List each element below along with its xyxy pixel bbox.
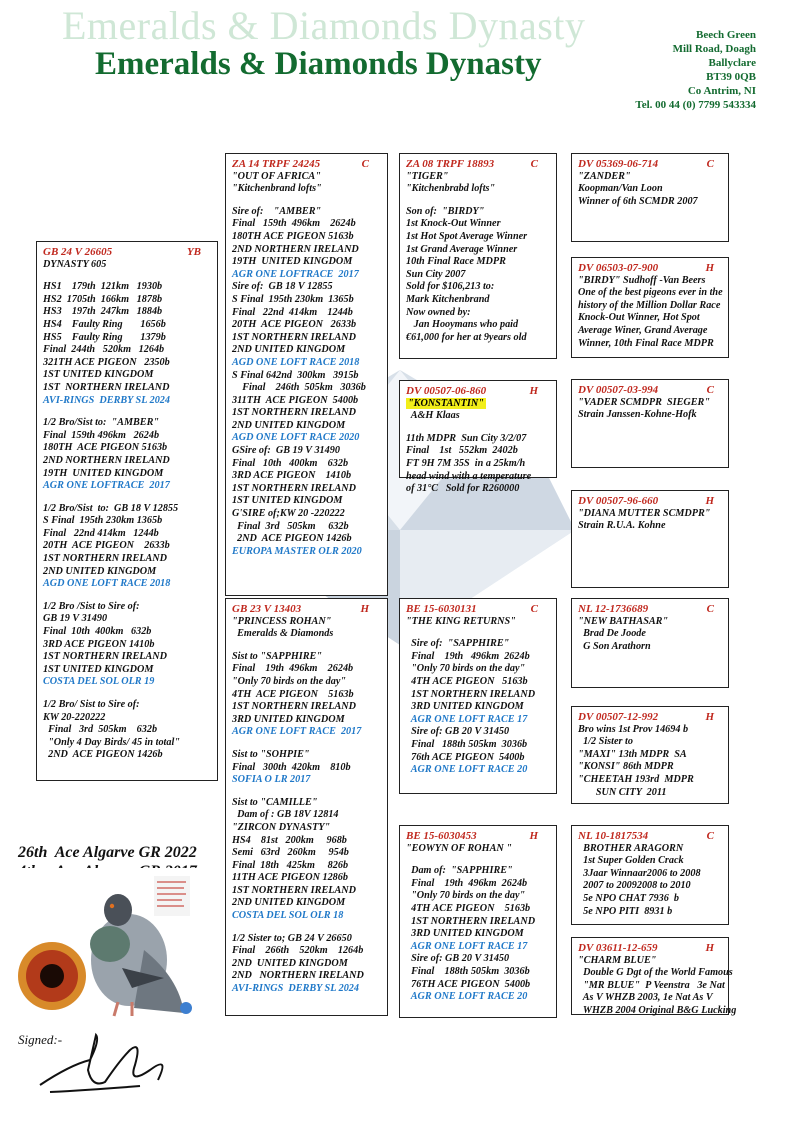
pedigree-text-line: 1st Knock-Out Winner bbox=[406, 218, 501, 230]
ring-number: GB 23 V 13403 bbox=[232, 603, 302, 615]
pedigree-text-line bbox=[232, 923, 381, 933]
pedigree-text-line: Final 22nd 414km 1244b bbox=[43, 527, 159, 539]
ring-number: GB 24 V 26605 bbox=[43, 246, 113, 258]
pedigree-text-line bbox=[43, 689, 211, 699]
pedigree-text-line: 1st Super Golden Crack bbox=[578, 855, 684, 867]
pedigree-text-line: 11TH ACE PIGEON 1286b bbox=[232, 872, 348, 884]
handwritten-signature bbox=[30, 1030, 180, 1100]
highlighted-name: "KONSTANTIN" bbox=[408, 397, 484, 409]
pedigree-text-line: 1ST NORTHERN IRELAND bbox=[232, 407, 356, 419]
pedigree-text-line: Winner, 10th Final Race MDPR bbox=[578, 337, 714, 349]
pedigree-text-line: AGR ONE LOFT RACE 17 bbox=[406, 713, 528, 725]
pedigree-text-line: Sist to "CAMILLE" bbox=[232, 796, 318, 808]
pedigree-text-line: 1ST NORTHERN IRELAND bbox=[232, 331, 356, 343]
sex-mark: H bbox=[529, 385, 538, 397]
pedigree-box-dam-dam-dam bbox=[571, 937, 737, 1016]
pedigree-text-line: S Final 642nd 300km 3915b bbox=[232, 369, 359, 381]
pedigree-text-line: "Only 70 birds on the day" bbox=[406, 890, 526, 902]
pedigree-text-line: 2ND ACE PIGEON 1426b bbox=[43, 749, 163, 761]
pedigree-text-line bbox=[43, 407, 211, 417]
pedigree-text-line: HS5 Faulty Ring 1379b bbox=[43, 331, 166, 343]
pedigree-text-line: Knock-Out Winner, Hot Spot bbox=[578, 312, 700, 324]
pedigree-text-line bbox=[406, 855, 550, 865]
sex-mark: YB bbox=[186, 246, 201, 258]
pedigree-text-line: AGD ONE LOFT RACE 2020 bbox=[232, 432, 360, 444]
pedigree-text-line: AGD ONE LOFT RACE 2018 bbox=[43, 578, 171, 590]
pedigree-text-line bbox=[232, 787, 381, 797]
pedigree-text-line: Now owned by: bbox=[406, 306, 471, 318]
pedigree-text-line: Final 3rd 505km 632b bbox=[232, 520, 349, 532]
pedigree-box-dam-sire-sire bbox=[571, 598, 729, 688]
pedigree-text-line: WHZB 2004 Original B&G Lucking bbox=[578, 1004, 737, 1016]
pedigree-text-line: Final 244th 520km 1264b bbox=[43, 344, 165, 356]
pedigree-text-line: G Son Arathorn bbox=[578, 640, 651, 652]
pedigree-text-line: 3RD UNITED KINGDOM bbox=[406, 928, 524, 940]
pedigree-text-line: Sire of: GB 20 V 31450 bbox=[406, 726, 510, 738]
pedigree-text-line: "PRINCESS ROHAN" bbox=[232, 615, 332, 627]
pedigree-text-line: HS2 1705th 166km 1878b bbox=[43, 293, 163, 305]
pedigree-text-line: 2007 to 20092008 to 2010 bbox=[578, 880, 691, 892]
pedigree-text-line: Final 19th 496km 2624b bbox=[232, 663, 354, 675]
pedigree-text-line: Final 19th 496km 2624b bbox=[406, 877, 528, 889]
pedigree-text-line: head wind with a temperature bbox=[406, 470, 532, 482]
pedigree-text-line: S Final 195th 230km 1365b bbox=[232, 293, 354, 305]
pedigree-text-line: 76TH ACE PIGEON 5400b bbox=[406, 978, 531, 990]
pedigree-text-line: 1ST NORTHERN IRELAND bbox=[406, 915, 536, 927]
pedigree-box-dam bbox=[225, 598, 388, 1016]
pedigree-text-line: 1/2 Sister to; GB 24 V 26650 bbox=[232, 932, 352, 944]
pedigree-text-line: Mark Kitchenbrand bbox=[406, 293, 490, 305]
address-line: Ballyclare bbox=[708, 57, 756, 69]
pedigree-text-line bbox=[406, 628, 550, 638]
pigeon-photo bbox=[14, 868, 199, 1018]
signed-label: Signed:- bbox=[18, 1032, 63, 1047]
pedigree-text-line: 1ST NORTHERN IRELAND bbox=[43, 651, 167, 663]
pedigree-text-line: AGR ONE LOFT RACE 2017 bbox=[232, 726, 362, 738]
address-line: BT39 0QB bbox=[706, 71, 756, 83]
pedigree-text-line bbox=[232, 739, 381, 749]
pedigree-text-line: history of the Million Dollar Race bbox=[578, 299, 721, 311]
pedigree-text-line: €61,000 for her at 9years old bbox=[406, 331, 527, 343]
sex-mark: H bbox=[705, 711, 714, 723]
pedigree-text-line: Emeralds & Diamonds bbox=[232, 628, 334, 640]
pedigree-box-sire-sire-dam bbox=[571, 257, 729, 358]
ring-number: DV 00507-06-860 bbox=[406, 385, 487, 397]
pedigree-text-line: EUROPA MASTER OLR 2020 bbox=[232, 545, 362, 557]
pedigree-text-line: of 31°C Sold for R260000 bbox=[406, 483, 520, 495]
pedigree-text-line: 20TH ACE PIGEON 2633b bbox=[43, 540, 170, 552]
sex-mark: H bbox=[529, 830, 538, 842]
pedigree-text-line: Koopman/Van Loon bbox=[578, 183, 663, 195]
sex-mark: H bbox=[705, 262, 714, 274]
sex-mark: C bbox=[361, 158, 369, 170]
pedigree-text-line: 1/2 Sister to bbox=[578, 736, 633, 748]
pedigree-text-line: 5e NPO CHAT 7936 b bbox=[578, 892, 680, 904]
pedigree-text-line: Average Winer, Grand Average bbox=[578, 324, 708, 336]
pedigree-text-line: AGR ONE LOFTRACE 2017 bbox=[232, 268, 359, 280]
pedigree-box-subject bbox=[36, 241, 218, 781]
pedigree-text-line: 1st Hot Spot Average Winner bbox=[406, 230, 528, 242]
pedigree-text-line: Final 159th 496km 2624b bbox=[232, 218, 356, 230]
page-title: Emeralds & Diamonds Dynasty bbox=[95, 46, 542, 82]
pedigree-text-line: Final 246th 505km 3036b bbox=[232, 382, 366, 394]
pedigree-text-line: 180TH ACE PIGEON 5163b bbox=[43, 442, 168, 454]
pedigree-text-line: GSire of: GB 19 V 31490 bbox=[232, 445, 340, 457]
pedigree-box-sire-dam bbox=[399, 380, 557, 495]
pedigree-text-line bbox=[406, 196, 550, 206]
pedigree-text-line: "THE KING RETURNS" bbox=[406, 615, 516, 627]
pedigree-text-line: FT 9H 7M 35S in a 25km/h bbox=[406, 457, 526, 469]
pedigree-text-line: 321TH ACE PIGEON 2350b bbox=[43, 356, 170, 368]
pedigree-text-line: Dam of: "SAPPHIRE" bbox=[406, 865, 513, 877]
achievement-item: 26th Ace Algarve GR 2022 bbox=[18, 844, 197, 861]
pedigree-text-line: 1ST NORTHERN IRELAND bbox=[232, 701, 356, 713]
pedigree-text-line: 1/2 Bro/ Sist to Sire of: bbox=[43, 699, 140, 710]
pedigree-text-line: 19TH UNITED KINGDOM bbox=[43, 467, 164, 479]
sex-mark: C bbox=[530, 603, 538, 615]
pedigree-box-dam-dam bbox=[399, 825, 557, 1018]
address-line: Mill Road, Doagh bbox=[672, 43, 756, 55]
address-line: Tel. 00 44 (0) 7799 543334 bbox=[635, 99, 756, 111]
pedigree-text-line: Sire of: "AMBER" bbox=[232, 205, 322, 217]
header-ghost-title: Emeralds & Diamonds Dynasty bbox=[62, 3, 586, 48]
pedigree-text-line: Sire of: "SAPPHIRE" bbox=[406, 638, 510, 650]
ring-number: DV 00507-12-992 bbox=[578, 711, 659, 723]
pedigree-box-dam-sire bbox=[399, 598, 557, 794]
pedigree-text-line: 2ND NORTHERN IRELAND bbox=[232, 243, 359, 255]
pedigree-text-line bbox=[232, 196, 381, 206]
pedigree-text-line: 311TH ACE PIGEON 5400b bbox=[232, 394, 359, 406]
pedigree-text-line: 3Jaar Winnaar2006 to 2008 bbox=[578, 867, 701, 879]
pedigree-text-line: G'SIRE of;KW 20 -220222 bbox=[232, 508, 345, 520]
pedigree-text-line: Brad De Joode bbox=[578, 628, 646, 640]
sex-mark: C bbox=[706, 603, 714, 615]
pedigree-text-line bbox=[43, 493, 211, 503]
pedigree-text-line: 20TH ACE PIGEON 2633b bbox=[232, 319, 357, 331]
ring-number: ZA 08 TRPF 18893 bbox=[406, 158, 495, 170]
pedigree-text-line: 2ND NORTHERN IRELAND bbox=[43, 454, 170, 466]
pedigree-text-line: HS4 81st 200km 968b bbox=[232, 834, 347, 846]
pedigree-text-line: Final 22nd 414km 1244b bbox=[232, 306, 353, 318]
pedigree-text-line: BROTHER ARAGORN bbox=[578, 842, 684, 854]
pedigree-box-dam-dam-sire bbox=[571, 825, 729, 925]
pedigree-text-line: 3RD UNITED KINGDOM bbox=[232, 713, 345, 725]
pedigree-text-line: HS3 197th 247km 1884b bbox=[43, 306, 163, 318]
pedigree-text-line: 2ND UNITED KINGDOM bbox=[232, 897, 346, 909]
pedigree-text-line: 1ST NORTHERN IRELAND bbox=[406, 688, 536, 700]
pedigree-text-line: 1/2 Bro/Sist to: "AMBER" bbox=[43, 417, 160, 429]
pedigree-text-line: 5e NPO PITI 8931 b bbox=[578, 905, 673, 917]
address-block bbox=[635, 28, 756, 112]
pedigree-text-line: Sire of: GB 18 V 12855 bbox=[232, 281, 333, 293]
pedigree-text-line: 1ST UNITED KINGDOM bbox=[232, 495, 343, 507]
pedigree-text-line: 3RD UNITED KINGDOM bbox=[406, 701, 524, 713]
pedigree-text-line: AVI-RINGS DERBY SL 2024 bbox=[43, 394, 170, 406]
pedigree-text-line: "CHARM BLUE" bbox=[578, 954, 657, 966]
ring-number: BE 15-6030453 bbox=[406, 830, 477, 842]
pedigree-text-line: SUN CITY 2011 bbox=[578, 786, 667, 798]
pedigree-text-line: Winner of 6th SCMDR 2007 bbox=[578, 195, 698, 207]
pedigree-text-line: COSTA DEL SOL OLR 18 bbox=[232, 910, 344, 922]
pedigree-text-line: 1/2 Bro /Sist to Sire of: bbox=[43, 600, 140, 612]
pedigree-text-line: 4TH ACE PIGEON 5163b bbox=[232, 688, 354, 700]
address-line: Beech Green bbox=[696, 29, 756, 41]
pedigree-text-line: "CHEETAH 193rd MDPR bbox=[578, 773, 694, 785]
sex-mark: C bbox=[706, 158, 714, 170]
pedigree-text-line: SOFIA O LR 2017 bbox=[232, 774, 311, 786]
pedigree-text-line: S Final 195th 230km 1365b bbox=[43, 515, 163, 527]
pedigree-text-line: "VADER SCMDPR SIEGER" bbox=[578, 396, 710, 408]
pedigree-text-line: 1ST NORTHERN IRELAND bbox=[232, 482, 356, 494]
pedigree-text-line: Sist to "SAPPHIRE" bbox=[232, 650, 323, 662]
ring-number: DV 00507-96-660 bbox=[578, 495, 659, 507]
sex-mark: C bbox=[706, 384, 714, 396]
pedigree-text-line: Sist to "SOHPIE" bbox=[232, 748, 310, 760]
sex-mark: H bbox=[360, 603, 369, 615]
pedigree-text-line: AGR ONE LOFT RACE 20 bbox=[406, 991, 528, 1003]
pedigree-text-line: 76th ACE PIGEON 5400b bbox=[406, 751, 525, 763]
pedigree-text-line: COSTA DEL SOL OLR 19 bbox=[43, 676, 155, 688]
pedigree-text-line: 1st Grand Average Winner bbox=[406, 243, 518, 255]
pedigree-text-line: "KONSI" 86th MDPR bbox=[578, 761, 674, 773]
pedigree-text-line: HS1 179th 121km 1930b bbox=[43, 281, 163, 293]
pedigree-text-line: 1/2 Bro/Sist to: GB 18 V 12855 bbox=[43, 502, 179, 514]
pedigree-text-line: Bro wins 1st Prov 14694 b bbox=[578, 723, 689, 735]
ring-number: BE 15-6030131 bbox=[406, 603, 477, 615]
pedigree-text-line: Final 159th 496km 2624b bbox=[43, 429, 160, 441]
pedigree-text-line: Strain Janssen-Kohne-Hofk bbox=[578, 409, 697, 421]
pedigree-text-line: "EOWYN OF ROHAN " bbox=[406, 842, 512, 854]
ring-number: ZA 14 TRPF 24245 bbox=[232, 158, 321, 170]
pedigree-text-line: 2ND NORTHERN IRELAND bbox=[232, 970, 364, 982]
pedigree-text-line: "Kitchenbrabd lofts" bbox=[406, 183, 496, 195]
pedigree-text-line: Final 19th 496km 2624b bbox=[406, 650, 530, 662]
ring-number: DV 03611-12-659 bbox=[578, 942, 658, 954]
pedigree-text-line: Strain R.U.A. Kohne bbox=[578, 520, 666, 532]
pedigree-text-line bbox=[406, 423, 550, 433]
pedigree-text-line: Sire of: GB 20 V 31450 bbox=[406, 953, 510, 965]
pedigree-text-line: Sold for $106,213 to: bbox=[406, 281, 495, 293]
pedigree-text-line: Dam of : GB 18V 12814 bbox=[232, 809, 339, 821]
pedigree-text-line: 4TH ACE PIGEON 5163b bbox=[406, 902, 531, 914]
pedigree-text-line: Final 10th 400km 632b bbox=[43, 626, 152, 638]
pedigree-box-sire-sire-sire bbox=[571, 153, 729, 242]
ring-number: DV 00507-03-994 bbox=[578, 384, 659, 396]
pedigree-text-line: Son of: "BIRDY" bbox=[406, 205, 485, 217]
pedigree-text-line: Sun City 2007 bbox=[406, 268, 466, 280]
pedigree-text-line: 4TH ACE PIGEON 5163b bbox=[406, 675, 528, 687]
pedigree-text-line: 1ST NORTHERN IRELAND bbox=[232, 884, 356, 896]
pedigree-text-line: "Only 70 birds on the day" bbox=[232, 675, 347, 687]
pedigree-text-line bbox=[232, 641, 381, 651]
pedigree-text-line: 180TH ACE PIGEON 5163b bbox=[232, 230, 354, 242]
pedigree-text-line: Double G Dgt of the World Famous bbox=[578, 967, 733, 979]
ring-number: DV 05369-06-714 bbox=[578, 158, 659, 170]
pedigree-text-line: "BIRDY" Sudhoff -Van Beers bbox=[578, 274, 706, 286]
pedigree-box-sire bbox=[225, 153, 388, 596]
sex-mark: H bbox=[705, 942, 714, 954]
pedigree-text-line: KW 20-220222 bbox=[43, 711, 106, 723]
pedigree-text-line: One of the best pigeons ever in the bbox=[578, 287, 723, 299]
pedigree-text-line: AGR ONE LOFTRACE 2017 bbox=[43, 480, 170, 492]
pedigree-text-line: Semi 63rd 260km 954b bbox=[232, 847, 349, 859]
pedigree-text-line bbox=[43, 591, 211, 601]
pedigree-text-line: "OUT OF AFRICA" bbox=[232, 170, 321, 182]
pedigree-text-line bbox=[43, 271, 211, 281]
pedigree-text-line: "ZANDER" bbox=[578, 170, 631, 182]
pedigree-text-line: DYNASTY 605 bbox=[43, 258, 107, 270]
pedigree-text-line: AGR ONE LOFT RACE 20 bbox=[406, 764, 528, 776]
pedigree-box-sire-dam-sire bbox=[571, 379, 729, 468]
ring-number: NL 10-1817534 bbox=[578, 830, 649, 842]
pedigree-text-line: Final 18th 425km 826b bbox=[232, 859, 349, 871]
pedigree-text-line: 2ND UNITED KINGDOM bbox=[232, 344, 346, 356]
pedigree-text-line: HS4 Faulty Ring 1656b bbox=[43, 318, 166, 330]
pedigree-text-line: 1ST UNITED KINGDOM bbox=[43, 369, 154, 381]
pedigree-text-line: AGR ONE LOFT RACE 17 bbox=[406, 940, 528, 952]
pedigree-text-line: "Kitchenbrand lofts" bbox=[232, 183, 322, 195]
sex-mark: C bbox=[706, 830, 714, 842]
sex-mark: C bbox=[530, 158, 538, 170]
pedigree-text-line: Final 300th 420km 810b bbox=[232, 761, 351, 773]
pedigree-box-sire-sire bbox=[399, 153, 557, 359]
address-line: Co Antrim, NI bbox=[687, 85, 756, 97]
pedigree-text-line: 1ST NORTHERN IRELAND bbox=[43, 381, 170, 393]
pedigree-text-line: "NEW BATHASAR" bbox=[578, 615, 669, 627]
pedigree-text-line: "MAXI" 13th MDPR SA bbox=[578, 748, 687, 760]
pedigree-text-line: 2ND ACE PIGEON 1426b bbox=[232, 533, 352, 545]
pedigree-text-line: 1ST UNITED KINGDOM bbox=[43, 663, 154, 675]
pedigree-text-line: 3RD ACE PIGEON 1410b bbox=[43, 638, 155, 650]
pedigree-text-line: 10th Final Race MDPR bbox=[406, 256, 506, 268]
pedigree-text-line: 2ND UNITED KINGDOM bbox=[232, 957, 348, 969]
pedigree-text-line: 19TH UNITED KINGDOM bbox=[232, 256, 353, 268]
pedigree-text-line: "Only 4 Day Birds/ 45 in total" bbox=[43, 736, 180, 748]
pedigree-text-line: 2ND UNITED KINGDOM bbox=[232, 419, 346, 431]
pedigree-text-line: GB 19 V 31490 bbox=[43, 613, 108, 625]
pedigree-box-sire-dam-dam bbox=[571, 490, 729, 588]
pedigree-text-line: 3RD ACE PIGEON 1410b bbox=[232, 470, 352, 482]
pedigree-text-line: Final 188th 505km 3036b bbox=[406, 738, 528, 750]
pedigree-text-line: 2ND UNITED KINGDOM bbox=[43, 565, 157, 577]
pedigree-text-line: Final 10th 400km 632b bbox=[232, 457, 349, 469]
pedigree-text-line: "DIANA MUTTER SCMDPR" bbox=[578, 507, 711, 519]
pedigree-box-dam-sire-dam bbox=[571, 706, 729, 804]
pedigree-text-line: A&H Klaas bbox=[406, 410, 460, 422]
pedigree-text-line: "MR BLUE" P Veenstra 3e Nat bbox=[578, 979, 725, 991]
pedigree-text-line: "Only 70 birds on the day" bbox=[406, 663, 526, 675]
pedigree-text-line: AVI-RINGS DERBY SL 2024 bbox=[232, 983, 359, 995]
pedigree-text-line: AGD ONE LOFT RACE 2018 bbox=[232, 356, 360, 368]
pedigree-text-line: Final 266th 520km 1264b bbox=[232, 945, 364, 957]
pedigree-text-line: 11th MDPR Sun City 3/2/07 bbox=[406, 432, 527, 444]
sex-mark: H bbox=[705, 495, 714, 507]
pedigree-text-line: 1ST NORTHERN IRELAND bbox=[43, 553, 167, 565]
ring-number: DV 06503-07-900 bbox=[578, 262, 659, 274]
pedigree-text-line: Jan Hooymans who paid bbox=[406, 319, 519, 331]
pedigree-text-line: As V WHZB 2003, 1e Nat As V bbox=[578, 992, 713, 1004]
pedigree-text-line: "TIGER" bbox=[406, 170, 449, 182]
ring-number: NL 12-1736689 bbox=[578, 603, 649, 615]
pedigree-text-line: "ZIRCON DYNASTY" bbox=[232, 821, 331, 833]
pedigree-text-line: Final 3rd 505km 632b bbox=[43, 724, 158, 736]
pedigree-text-line: Final 188th 505km 3036b bbox=[406, 965, 530, 977]
pedigree-text-line: Final 1st 552km 2402b bbox=[406, 445, 518, 457]
